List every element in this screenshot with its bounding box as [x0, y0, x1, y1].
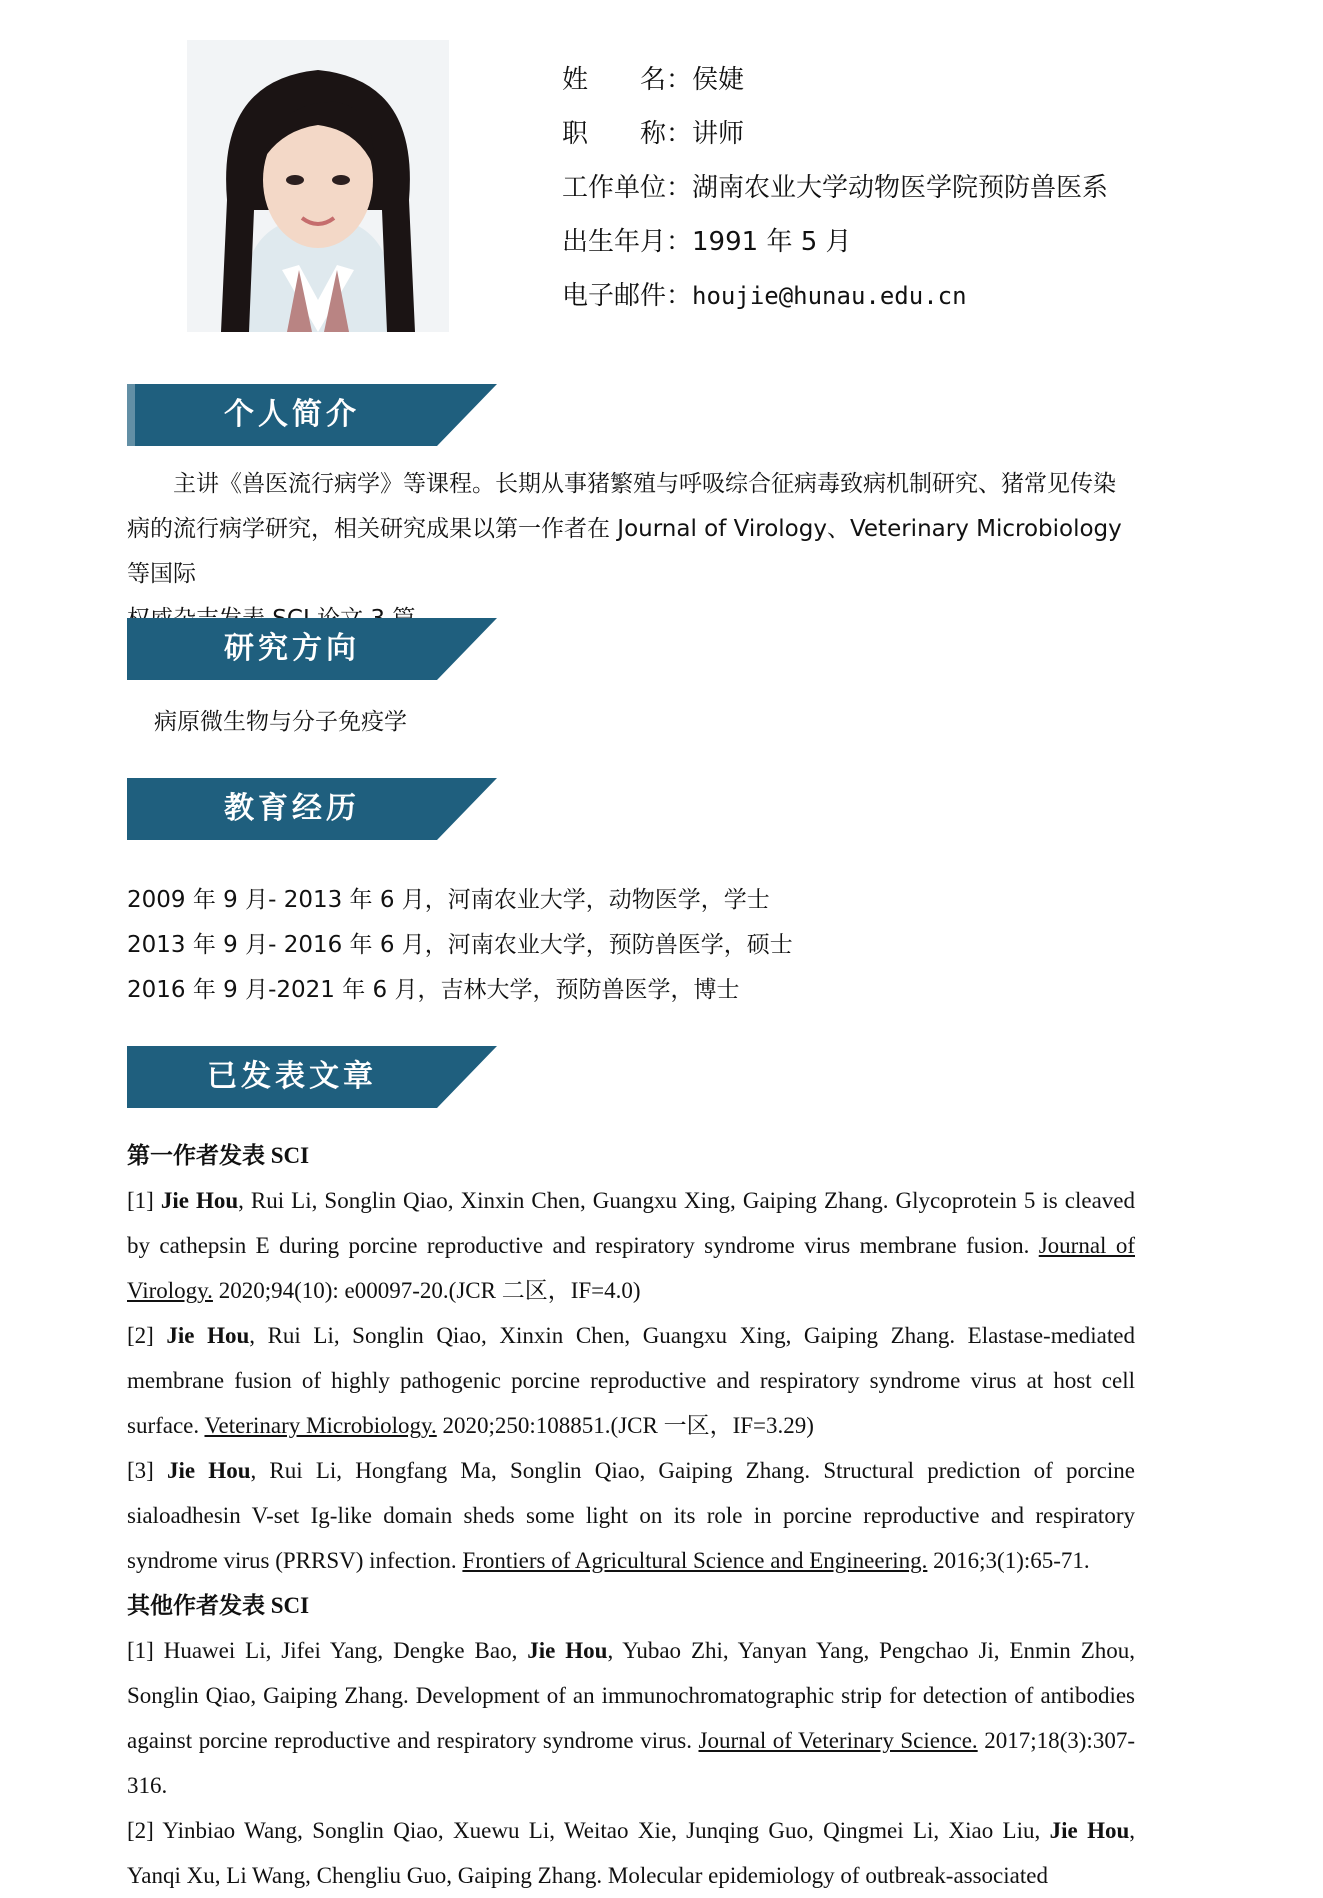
publication-item: [127, 1448, 1135, 1583]
pub-journal: Veterinary Microbiology.: [204, 1413, 437, 1438]
publication-item: [127, 1628, 1135, 1808]
email-value: houjie@hunau.edu.cn: [692, 282, 967, 310]
section-title-papers: 已发表文章: [207, 1059, 377, 1094]
pub-index: [3]: [127, 1458, 168, 1483]
publication-item: [127, 1808, 1135, 1898]
pub-text: , Rui Li, Hongfang Ma, Songlin Qiao, Gaiping Zhang. Structural prediction of porcine sialoadhesin V-set Ig-like domain sheds some light on its role in porcine reproductive and respiratory syndrome virus (PRRSV) infection.: [127, 1458, 1135, 1573]
pub-author-highlight: Jie Hou: [166, 1323, 250, 1348]
pub-text: , Yubao Zhi, Yanyan Yang, Pengchao Ji, Enmin Zhou, Songlin Qiao, Gaiping Zhang. Development of an immunochromatographic strip for detection of antibodies against porcine reproductive and respiratory syndrome virus.: [127, 1638, 1136, 1753]
pub-author-highlight: Jie Hou: [167, 1458, 251, 1483]
name-value: 侯婕: [692, 65, 745, 95]
pub-journal: Frontiers of Agricultural Science and Engineering.: [462, 1548, 928, 1573]
section-banner-papers: [127, 1046, 497, 1108]
intro-line-1: 主讲《兽医流行病学》等课程。长期从事猪繁殖与呼吸综合征病毒致病机制研究、猪常见传染: [173, 471, 1116, 497]
pub-citation: 2020;250:108851.(JCR 一区，IF=3.29): [436, 1413, 814, 1438]
section-banner-intro: [127, 384, 497, 446]
pub-text: , Yanqi Xu, Li Wang, Chengliu Guo, Gaiping Zhang. Molecular epidemiology of outbreak-associated: [127, 1818, 1135, 1888]
publication-item: [127, 1178, 1135, 1313]
pub-citation: 2017;18(3):307-316.: [127, 1728, 1135, 1798]
education-list: [127, 878, 793, 1013]
publications: [127, 1133, 1135, 1898]
education-item: 2009 年 9 月- 2013 年 6 月，河南农业大学，动物医学，学士: [127, 887, 770, 913]
section-title-education: 教育经历: [224, 791, 360, 826]
publication-item: [127, 1313, 1135, 1448]
first-author-heading: 第一作者发表 SCI: [127, 1143, 310, 1168]
section-title-research: 研究方向: [224, 631, 360, 666]
birth-row: [562, 220, 1108, 274]
birth-label: 出生年月：: [562, 227, 693, 257]
unit-label: 工作单位：: [562, 173, 693, 203]
portrait-image: [187, 40, 449, 332]
email-row: [562, 274, 1108, 328]
pub-journal: Journal of Virology.: [127, 1233, 1135, 1303]
unit-value: 湖南农业大学动物医学院预防兽医系: [692, 173, 1109, 203]
pub-citation: 2016;3(1):65-71.: [927, 1548, 1090, 1573]
section-title-intro: 个人简介: [224, 397, 360, 432]
pub-text: , Rui Li, Songlin Qiao, Xinxin Chen, Guangxu Xing, Gaiping Zhang. Glycoprotein 5 is cleaved by cathepsin E during porcine reproductive and respiratory syndrome virus membrane fusion.: [127, 1188, 1135, 1258]
profile-photo: [187, 40, 449, 332]
education-item: 2013 年 9 月- 2016 年 6 月，河南农业大学，预防兽医学，硕士: [127, 932, 793, 958]
name-row: [562, 58, 1108, 112]
pub-index: [1]: [127, 1188, 161, 1213]
section-banner-research: [127, 618, 497, 680]
pub-author-highlight: Jie Hou: [1049, 1818, 1130, 1843]
pub-citation: 2020;94(10): e00097-20.(JCR 二区，IF=4.0): [212, 1278, 641, 1303]
birth-value: 1991 年 5 月: [692, 227, 852, 257]
title-value: 讲师: [692, 119, 745, 149]
pub-authors: [1] Huawei Li, Jifei Yang, Dengke Bao,: [127, 1638, 528, 1663]
pub-author-highlight: Jie Hou: [527, 1638, 608, 1663]
research-text: 病原微生物与分子免疫学: [154, 709, 407, 735]
title-row: [562, 112, 1108, 166]
profile-info: [562, 58, 1108, 328]
education-item: 2016 年 9 月-2021 年 6 月，吉林大学，预防兽医学，博士: [127, 977, 740, 1003]
email-label: 电子邮件：: [562, 281, 693, 311]
intro-paragraph: [127, 462, 1135, 642]
unit-row: [562, 166, 1108, 220]
section-banner-education: [127, 778, 497, 840]
title-label: 职 称：: [562, 119, 693, 149]
pub-text: , Rui Li, Songlin Qiao, Xinxin Chen, Guangxu Xing, Gaiping Zhang. Elastase-mediated membrane fusion of highly pathogenic porcine reproductive and respiratory syndrome virus at host cell surface.: [127, 1323, 1135, 1438]
other-author-heading: 其他作者发表 SCI: [127, 1593, 310, 1618]
pub-author-highlight: Jie Hou: [160, 1188, 239, 1213]
intro-line-2: 病的流行病学研究，相关研究成果以第一作者在 Journal of Virology、Veterinary Microbiology 等国际: [127, 516, 1122, 587]
name-label: 姓 名：: [562, 65, 693, 95]
pub-index: [2]: [127, 1323, 167, 1348]
pub-journal: Journal of Veterinary Science.: [698, 1728, 978, 1753]
pub-authors: [2] Yinbiao Wang, Songlin Qiao, Xuewu Li, Weitao Xie, Junqing Guo, Qingmei Li, Xiao Liu,: [127, 1818, 1050, 1843]
